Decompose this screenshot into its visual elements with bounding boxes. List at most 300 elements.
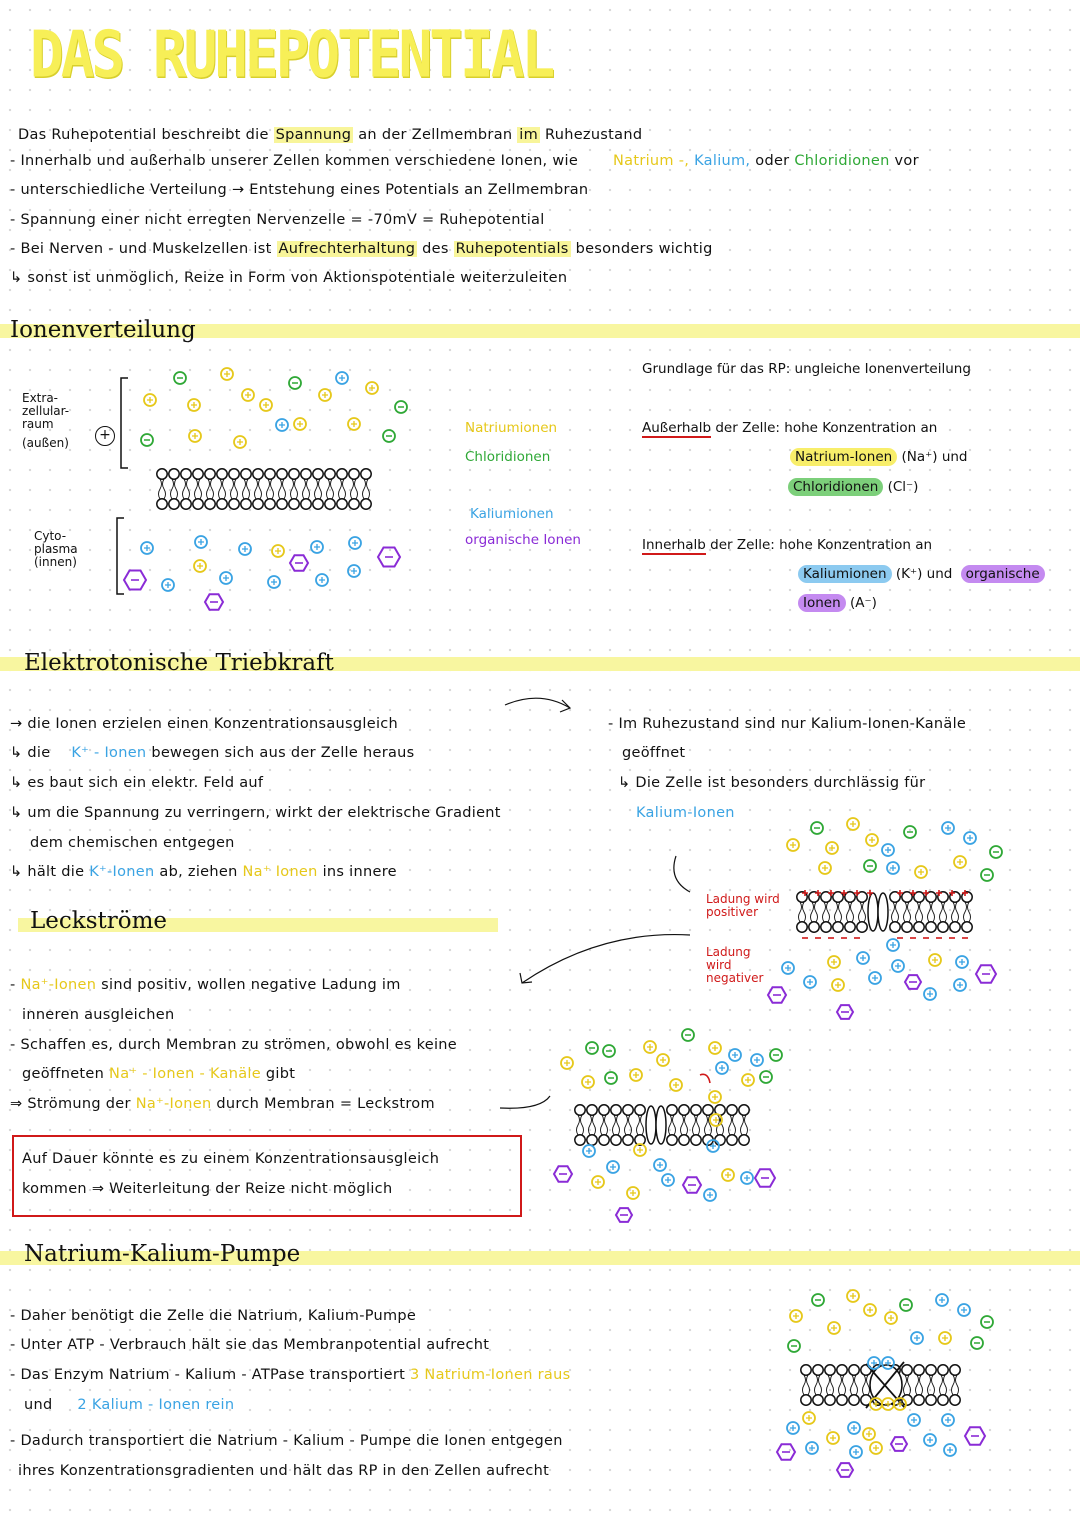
sodium-ion-icon (722, 1169, 734, 1181)
potassium-ion-icon (967, 835, 973, 841)
positive-charge-icon (828, 890, 834, 896)
sodium-ion-icon (915, 866, 927, 878)
elektro-line: → die Ionen erzielen einen Konzentrationsausgleich (10, 716, 399, 732)
page-title: DAS RUHEPOTENTIAL (30, 18, 553, 93)
legend-chloride: Chloridionen (465, 449, 551, 465)
arrow-icon (520, 973, 532, 983)
membrane-icon (361, 469, 371, 479)
sodium-ion-icon (929, 954, 941, 966)
membrane-icon (691, 1105, 701, 1115)
intro-text: oder (755, 153, 790, 169)
sodium-ion-icon (867, 1307, 873, 1313)
sodium-ion-icon (725, 1172, 731, 1178)
chloride-ion-icon (770, 1049, 782, 1061)
organic-ion-icon (965, 1427, 985, 1444)
ion-channel-icon (656, 1106, 666, 1144)
potassium-ion-icon (882, 844, 894, 856)
chloride-ion-icon (289, 377, 301, 389)
membrane-icon (727, 1105, 737, 1115)
membrane-icon (255, 479, 262, 499)
sodium-ion-icon (897, 1401, 903, 1407)
potassium-ion-icon (850, 1446, 862, 1458)
potassium-ion-icon (872, 975, 878, 981)
membrane-icon (950, 1395, 960, 1405)
sodium-word: Na⁺-Ionen (20, 977, 97, 993)
sodium-ion-icon (647, 1044, 653, 1050)
sodium-ion-icon (260, 399, 272, 411)
sodium-ion-icon (564, 1060, 570, 1066)
membrane-icon (325, 499, 335, 509)
membrane-icon (849, 1395, 859, 1405)
membrane-icon (703, 1105, 713, 1115)
pump-icon (870, 1365, 902, 1405)
positive-charge-icon (802, 890, 808, 896)
potassium-ion-icon (924, 988, 936, 1000)
label-text: wird (706, 958, 732, 972)
bracket-inside (117, 518, 124, 594)
intro-line-6: ↳ sonst ist unmöglich, Reize in Form von Aktionspotentiale weiterzuleiten (10, 270, 568, 286)
membrane-icon (861, 1395, 871, 1405)
sodium-ion-icon (831, 1325, 837, 1331)
membrane-icon (845, 892, 855, 902)
membrane-icon (859, 902, 866, 922)
membrane-icon (217, 499, 227, 509)
organic-ion-icon (837, 1463, 853, 1477)
sodium-ion-icon (832, 979, 844, 991)
potassium-ion-icon (732, 1052, 738, 1058)
membrane-icon (904, 1375, 911, 1395)
sodium-ion-icon (351, 421, 357, 427)
label-text: plasma (34, 542, 78, 556)
label-text: zellular- (22, 404, 70, 418)
membrane-icon (229, 469, 239, 479)
label-text: negativer (706, 971, 764, 985)
potassium-word: K⁺ - Ionen (71, 745, 147, 761)
outside-label: Außerhalb (642, 420, 712, 436)
warning-box (12, 1135, 522, 1217)
potassium-ion-icon (319, 577, 325, 583)
sodium-ion-icon (634, 1144, 646, 1156)
membrane-icon (715, 1135, 725, 1145)
organic-pill: organische (961, 565, 1045, 583)
potassium-ion-icon (787, 1422, 799, 1434)
potassium-ion-icon (853, 1449, 859, 1455)
chloride-ion-icon (586, 1042, 598, 1054)
potassium-ion-icon (657, 1162, 663, 1168)
organic-symbol: (A⁻) (849, 595, 877, 611)
membrane-icon (219, 479, 226, 499)
membrane-icon (938, 922, 948, 932)
membrane-icon (577, 1115, 584, 1135)
potassium-ion-icon (336, 372, 348, 384)
chloride-ion-icon (900, 1299, 912, 1311)
potassium-ion-icon (162, 579, 174, 591)
chloride-ion-icon (971, 1337, 983, 1349)
potassium-ion-icon (754, 1057, 760, 1063)
sodium-ion-icon (366, 382, 378, 394)
membrane-icon (916, 1375, 923, 1395)
membrane-icon (727, 1135, 737, 1145)
membrane-icon (821, 892, 831, 902)
membrane-icon (351, 479, 358, 499)
organic-ion-icon (837, 1005, 853, 1019)
sodium-ion-icon (630, 1190, 636, 1196)
potassium-ion-icon (349, 537, 361, 549)
extracellular-label (22, 392, 69, 450)
membrane-icon (914, 892, 924, 902)
sodium-ion-icon (819, 862, 831, 874)
membrane-icon (825, 1395, 835, 1405)
organic-ion-icon (683, 1177, 701, 1193)
sodium-ion-icon (712, 1094, 718, 1100)
sodium-ion-icon (189, 430, 201, 442)
sodium-ion-icon (822, 865, 828, 871)
leck-line: - Schaffen es, durch Membran zu strömen, obwohl es keine (10, 1037, 458, 1053)
potassium-ion-icon (790, 1425, 796, 1431)
membrane-icon (693, 1115, 700, 1135)
sodium-ion-icon (742, 1074, 754, 1086)
membrane-icon (940, 902, 947, 922)
text: gibt (265, 1066, 296, 1082)
sodium-ion-icon (197, 563, 203, 569)
organic-ion-icon (124, 571, 146, 590)
potassium-ion-icon (871, 1360, 877, 1366)
organic-ion-icon (378, 548, 400, 567)
chloride-ion-icon (788, 1340, 800, 1352)
membrane-icon (890, 1365, 900, 1375)
organic-ion-icon (755, 1169, 775, 1186)
membrane-icon (611, 1105, 621, 1115)
sodium-ion-icon (657, 1054, 669, 1066)
sodium-ion-icon (932, 957, 938, 963)
intro-line-3: - unterschiedliche Verteilung → Entstehung eines Potentials an Zellmembran (10, 182, 589, 198)
membrane-icon (950, 922, 960, 932)
membrane-icon (325, 469, 335, 479)
membrane-icon (964, 902, 971, 922)
membrane-icon (217, 469, 227, 479)
potassium-ion-icon (927, 1437, 933, 1443)
chloride-ion-icon (383, 430, 395, 442)
sodium-symbol: (Na⁺) und (901, 449, 968, 465)
sodium-ion-icon (793, 1313, 799, 1319)
sodium-ion-icon (194, 560, 206, 572)
sodium-ion-icon (827, 1432, 839, 1444)
potassium-ion-icon (942, 1414, 954, 1426)
pump-icon (866, 1362, 905, 1408)
sodium-ion-icon (561, 1057, 573, 1069)
positive-charge-icon (923, 890, 929, 896)
sodium-ion-icon (957, 859, 963, 865)
potassium-ion-icon (583, 1145, 595, 1157)
potassium-ion-icon (352, 540, 358, 546)
membrane-icon (253, 469, 263, 479)
membrane-icon (277, 499, 287, 509)
potassium-ion-icon (851, 1425, 857, 1431)
membrane-icon (890, 892, 900, 902)
elektro-line: ↳ um die Spannung zu verringern, wirkt der elektrische Gradient (10, 805, 501, 821)
sodium-ion-icon (369, 385, 375, 391)
membrane-icon (705, 1115, 712, 1135)
sodium-ion-icon (245, 392, 251, 398)
potassium-ion-icon (961, 1307, 967, 1313)
potassium-ion-icon (744, 1175, 750, 1181)
membrane-icon (589, 1115, 596, 1135)
membrane-icon (926, 892, 936, 902)
chloride-ion-icon (605, 1072, 617, 1084)
legend-potassium: Kaliumionen (470, 506, 554, 522)
organic-line (798, 595, 877, 611)
chloride-ion-icon (812, 1294, 824, 1306)
pumpe-line: - Unter ATP - Verbrauch hält sie das Membranpotential aufrecht (10, 1337, 490, 1353)
sodium-ion-icon (322, 392, 328, 398)
membrane-icon (301, 499, 311, 509)
membrane-icon (715, 1105, 725, 1115)
sodium-ion-icon (275, 548, 281, 554)
label-text: (innen) (34, 555, 77, 569)
membrane-icon (267, 479, 274, 499)
membrane-icon (890, 1395, 900, 1405)
membrane-icon (797, 892, 807, 902)
potassium-ion-icon (220, 572, 232, 584)
membrane-icon (667, 1135, 677, 1145)
potassium-ion-icon (959, 959, 965, 965)
sodium-word: Na⁺ - Ionen - Kanäle (109, 1066, 261, 1082)
potassium-ion-icon (610, 1164, 616, 1170)
potassium-ion-icon (908, 1414, 920, 1426)
membrane-icon (962, 922, 972, 932)
sodium-ion-icon (272, 545, 284, 557)
positive-charge-icon (962, 890, 968, 896)
membrane-icon (875, 1375, 882, 1395)
potassium-ion-icon (927, 991, 933, 997)
membrane-icon (205, 499, 215, 509)
sodium-ion-icon (242, 389, 254, 401)
chloride-ion-icon (864, 860, 876, 872)
potassium-ion-icon (887, 862, 899, 874)
potassium-ion-icon (710, 1143, 716, 1149)
membrane-icon (835, 902, 842, 922)
potassium-ion-icon (704, 1189, 716, 1201)
potassium-ion-icon (707, 1140, 719, 1152)
sodium-ion-icon (847, 1290, 859, 1302)
membrane-icon (902, 892, 912, 902)
ion-channel-icon (878, 893, 888, 931)
organic-ion-icon (768, 987, 786, 1003)
membrane-icon (928, 1375, 935, 1395)
sodium-ion-icon (790, 842, 796, 848)
potassium-ion-icon (239, 543, 251, 555)
sodium-ion-icon (192, 433, 198, 439)
sodium-ion-icon (829, 845, 835, 851)
sodium-ion-icon (806, 1415, 812, 1421)
potassium-ion-icon (348, 565, 360, 577)
membrane-icon (717, 1115, 724, 1135)
sodium-ion-icon (873, 1445, 879, 1451)
potassium-ion-icon (223, 575, 229, 581)
pumpe-line: - Daher benötigt die Zelle die Natrium, Kalium-Pumpe (10, 1308, 417, 1324)
pumpe-line: - Dadurch transportiert die Natrium - Kalium - Pumpe die Ionen entgegen (10, 1433, 563, 1449)
label-text: positiver (706, 905, 759, 919)
membrane-icon (169, 499, 179, 509)
membrane-icon (847, 902, 854, 922)
sodium-ion-icon (873, 1401, 879, 1407)
intro-highlight: im (519, 127, 539, 143)
sodium-ion-icon (147, 397, 153, 403)
membrane-icon (337, 499, 347, 509)
leck-line (10, 1096, 435, 1112)
potassium-ion-icon (141, 542, 153, 554)
outside-text: der Zelle: hohe Konzentration an (715, 420, 938, 436)
potassium-ion-icon (882, 1357, 894, 1369)
sodium-ion-icon (595, 1179, 601, 1185)
membrane-icon (265, 469, 275, 479)
potassium-ion-icon (586, 1148, 592, 1154)
potassium-ion-icon (887, 939, 899, 951)
membrane-icon (339, 479, 346, 499)
membrane-icon (892, 902, 899, 922)
organic-ion-icon (290, 555, 308, 571)
membrane-icon (265, 499, 275, 509)
potassium-ion-icon (809, 1445, 815, 1451)
organic-ion-icon (616, 1208, 632, 1222)
plus-sign-icon: + (95, 426, 115, 446)
membrane-icon (253, 499, 263, 509)
membrane-icon (337, 469, 347, 479)
sodium-ion-icon (713, 1117, 719, 1123)
potassium-ion-icon (242, 546, 248, 552)
intro-text: vor (894, 153, 919, 169)
sodium-ion-icon (847, 818, 859, 830)
text: ↳ die (10, 745, 51, 761)
sodium-ion-icon (263, 402, 269, 408)
sodium-ion-icon (869, 837, 875, 843)
potassium-word: Kalium, (694, 153, 751, 169)
potassium-ion-icon (911, 1332, 923, 1344)
sodium-ion-icon (745, 1077, 751, 1083)
potassium-ion-icon (857, 952, 869, 964)
organic-pill: Ionen (798, 594, 846, 612)
membrane-icon (803, 1375, 810, 1395)
potassium-pill: Kaliumionen (798, 565, 892, 583)
membrane-icon (703, 1135, 713, 1145)
organic-ion-icon (891, 1437, 907, 1451)
intro-highlight: Ruhepotentials (455, 241, 569, 257)
text: ab, ziehen (159, 864, 238, 880)
membrane-icon (801, 1395, 811, 1405)
potassium-ion-icon (956, 956, 968, 968)
membrane-icon (327, 479, 334, 499)
intro-text: des (422, 241, 449, 257)
heading-leckstroeme: Leckströme (30, 908, 168, 934)
sodium-ion-icon (790, 1310, 802, 1322)
sodium-ion-icon (866, 834, 878, 846)
potassium-ion-icon (954, 979, 966, 991)
sodium-ion-icon (828, 1322, 840, 1334)
potassium-ion-icon (869, 972, 881, 984)
membrane-icon (861, 1365, 871, 1375)
sodium-ion-icon (864, 1304, 876, 1316)
organic-ion-icon (976, 965, 996, 982)
intro-text: besonders wichtig (575, 241, 713, 257)
positive-charge-icon (815, 890, 821, 896)
membrane-icon (890, 922, 900, 932)
ion-channel-icon (868, 893, 878, 931)
grundlage-text: Grundlage für das RP: ungleiche Ionenverteilung (642, 361, 971, 377)
intro-line-2 (10, 153, 919, 169)
intro-text: an der (358, 127, 407, 143)
potassium-ion-icon (271, 579, 277, 585)
membrane-icon (837, 1365, 847, 1375)
chloride-ion-icon (811, 822, 823, 834)
potassium-ion-icon (890, 942, 896, 948)
membrane-icon (799, 902, 806, 922)
text: - Das Enzym Natrium - Kalium - ATPase transportiert (10, 1367, 406, 1383)
sodium-ion-icon (803, 1412, 815, 1424)
sodium-ion-icon (894, 1398, 906, 1410)
membrane-icon (833, 892, 843, 902)
potassium-ion-icon (665, 1177, 671, 1183)
potassium-ion-icon (198, 539, 204, 545)
label-text: raum (22, 417, 54, 431)
sodium-ion-icon (237, 439, 243, 445)
text: - (10, 977, 16, 993)
membrane-icon (926, 922, 936, 932)
inside-label: Innerhalb (642, 537, 706, 553)
positive-charge-icon (867, 890, 873, 896)
arrow-icon (700, 1074, 710, 1083)
potassium-ion-icon (279, 422, 285, 428)
membrane-icon (241, 469, 251, 479)
label-text: (außen) (22, 436, 69, 450)
leck-line (22, 1066, 295, 1082)
label-text: Ladung wird (706, 892, 780, 906)
membrane-icon (315, 479, 322, 499)
potassium-ion-icon (662, 1174, 674, 1186)
sodium-line (790, 449, 968, 465)
membrane-icon (825, 1365, 835, 1375)
intro-highlight: Aufrechterhaltung (278, 241, 416, 257)
membrane-icon (193, 499, 203, 509)
potassium-ion-icon (924, 1434, 936, 1446)
membrane-icon (851, 1375, 858, 1395)
label-text: Extra- (22, 391, 59, 405)
positive-charge-icon (841, 890, 847, 896)
membrane-icon (289, 469, 299, 479)
sodium-ion-icon (826, 842, 838, 854)
membrane-icon (303, 479, 310, 499)
membrane-icon (873, 1365, 883, 1375)
membrane-icon (729, 1115, 736, 1135)
potassium-line (798, 566, 1045, 582)
membrane-icon (797, 922, 807, 932)
membrane-icon (349, 469, 359, 479)
potassium-ion-icon (654, 1159, 666, 1171)
membrane-icon (169, 469, 179, 479)
potassium-ion-icon (939, 1297, 945, 1303)
sodium-ion-icon (585, 1079, 591, 1085)
sodium-word: 3 Natrium-Ionen raus (410, 1367, 571, 1383)
sodium-ion-icon (831, 959, 837, 965)
sodium-ion-icon (670, 1079, 682, 1091)
text: bewegen sich aus der Zelle heraus (151, 745, 415, 761)
membrane-icon (575, 1135, 585, 1145)
membrane-icon (623, 1135, 633, 1145)
heading-elektrotonische-triebkraft: Elektrotonische Triebkraft (24, 650, 334, 676)
sodium-ion-icon (882, 1398, 894, 1410)
sodium-ion-icon (918, 869, 924, 875)
arrow-icon (500, 1096, 550, 1108)
potassium-ion-icon (958, 1304, 970, 1316)
